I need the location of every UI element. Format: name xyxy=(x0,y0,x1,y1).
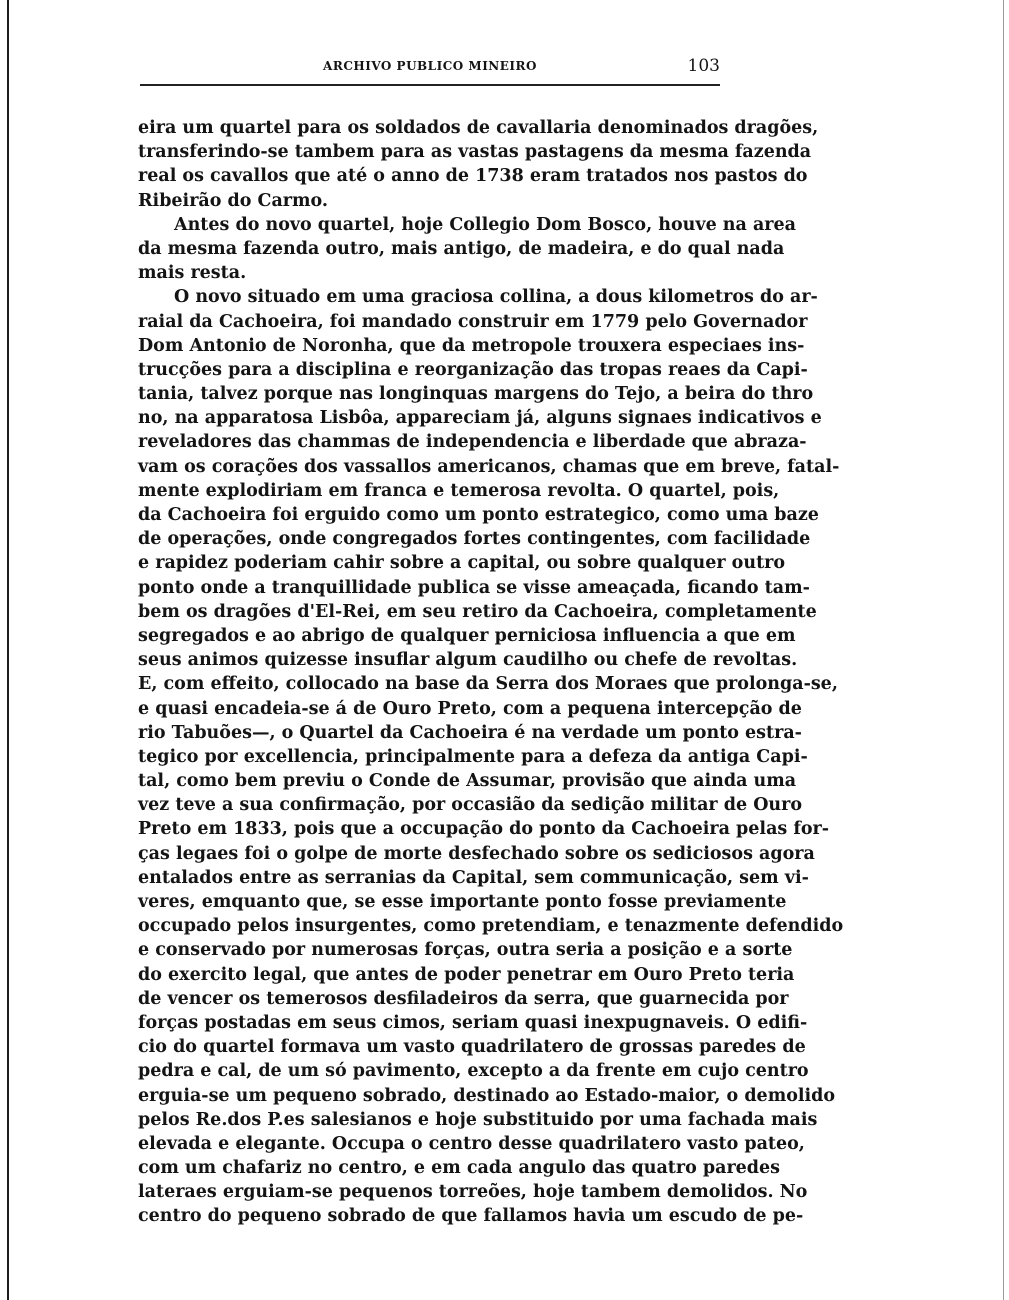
text-line: real os cavallos que até o anno de 1738 eram tratados nos pastos do xyxy=(138,166,808,187)
text-line: e rapidez poderiam cahir sobre a capital, ou sobre qualquer outro xyxy=(138,553,786,574)
page-number: 103 xyxy=(687,56,720,76)
text-line: O novo situado em uma graciosa collina, a dous kilometros do ar- xyxy=(174,287,818,308)
body-text xyxy=(138,116,844,1229)
running-header xyxy=(140,56,720,82)
text-line: tania, talvez porque nas longinquas margens do Tejo, a beira do thro xyxy=(138,384,814,405)
text-line: rio Tabuões—, o Quartel da Cachoeira é na verdade um ponto estra- xyxy=(138,722,802,743)
text-line: do exercito legal, que antes de poder penetrar em Ouro Preto teria xyxy=(138,964,795,985)
scan-edge-left xyxy=(7,0,9,1300)
text-line: erguia-se um pequeno sobrado, destinado ao Estado-maior, o demolido xyxy=(138,1085,836,1106)
text-line: pelos Re.dos P.es salesianos e hoje substituido por uma fachada mais xyxy=(138,1109,818,1130)
text-line: Ribeirão do Carmo. xyxy=(138,190,328,211)
text-line: mais resta. xyxy=(138,263,247,284)
text-line: occupado pelos insurgentes, como pretendiam, e tenazmente defendido xyxy=(138,916,844,937)
text-line: entalados entre as serranias da Capital, sem communicação, sem vi- xyxy=(138,867,809,888)
text-line: vam os corações dos vassallos americanos, chamas que em breve, fatal- xyxy=(138,456,840,477)
text-line: Dom Antonio de Noronha, que da metropole trouxera especiaes ins- xyxy=(138,335,805,356)
text-line: de vencer os temerosos desfiladeiros da serra, que guarnecida por xyxy=(138,988,789,1009)
text-line: reveladores das chammas de independencia e liberdade que abraza- xyxy=(138,432,807,453)
header-title: ARCHIVO PUBLICO MINEIRO xyxy=(323,59,537,73)
text-line: da mesma fazenda outro, mais antigo, de madeira, e do qual nada xyxy=(138,238,785,259)
text-line: tegico por excellencia, principalmente para a defeza da antiga Capi- xyxy=(138,746,808,767)
text-line: tal, como bem previu o Conde de Assumar, provisão que ainda uma xyxy=(138,771,797,792)
text-line: ças legaes foi o golpe de morte desfechado sobre os sediciosos agora xyxy=(138,843,815,864)
text-line: forças postadas em seus cimos, seriam quasi inexpugnaveis. O edifi- xyxy=(138,1012,808,1033)
text-line: ponto onde a tranquillidade publica se visse ameaçada, ficando tam- xyxy=(138,577,810,598)
text-line: veres, emquanto que, se esse importante ponto fosse previamente xyxy=(138,892,787,912)
text-line: elevada e elegante. Occupa o centro desse quadrilatero vasto pateo, xyxy=(138,1133,805,1154)
text-line: com um chafariz no centro, e em cada angulo das quatro paredes xyxy=(138,1158,781,1179)
text-line: raial da Cachoeira, foi mandado construir em 1779 pelo Governador xyxy=(138,311,808,332)
text-line: mente explodiriam em franca e temerosa revolta. O quartel, pois, xyxy=(138,480,780,501)
text-line: no, na apparatosa Lisbôa, appareciam já, alguns signaes indicativos e xyxy=(138,408,822,429)
text-line: e conservado por numerosas forças, outra seria a posição e a sorte xyxy=(138,940,793,961)
text-line: lateraes erguiam-se pequenos torreões, hoje tambem demolidos. No xyxy=(138,1182,808,1203)
text-line: Preto em 1833, pois que a occupação do ponto da Cachoeira pelas for- xyxy=(138,819,830,840)
text-line: Antes do novo quartel, hoje Collegio Dom Bosco, houve na area xyxy=(174,214,796,235)
header-rule xyxy=(140,84,720,86)
text-line: de operações, onde congregados fortes contingentes, com facilidade xyxy=(138,529,811,550)
text-line: transferindo-se tambem para as vastas pastagens da mesma fazenda xyxy=(138,142,812,163)
scan-edge-right xyxy=(1003,0,1004,1300)
text-line: pedra e cal, de um só pavimento, excepto a da frente em cujo centro xyxy=(138,1061,809,1082)
text-line: bem os dragões d'El-Rei, em seu retiro da Cachoeira, completamente xyxy=(138,601,817,622)
text-line: e quasi encadeia-se á de Ouro Preto, com a pequena intercepção de xyxy=(138,698,802,719)
text-line: eira um quartel para os soldados de cavallaria denominados dragões, xyxy=(138,118,819,138)
text-line: segregados e ao abrigo de qualquer perniciosa influencia a que em xyxy=(138,625,796,646)
text-line: vez teve a sua confirmação, por occasião da sedição militar de Ouro xyxy=(138,795,803,816)
text-line: seus animos quizesse insuflar algum caudilho ou chefe de revoltas. xyxy=(138,650,798,671)
text-line: centro do pequeno sobrado de que fallamos havia um escudo de pe- xyxy=(138,1206,804,1227)
text-line: cio do quartel formava um vasto quadrilatero de grossas paredes de xyxy=(138,1037,806,1058)
text-line: da Cachoeira foi erguido como um ponto estrategico, como uma baze xyxy=(138,505,819,525)
text-line: trucções para a disciplina e reorganização das tropas reaes da Capi- xyxy=(138,359,808,380)
text-line: E, com effeito, collocado na base da Serra dos Moraes que prolonga-se, xyxy=(138,674,838,695)
